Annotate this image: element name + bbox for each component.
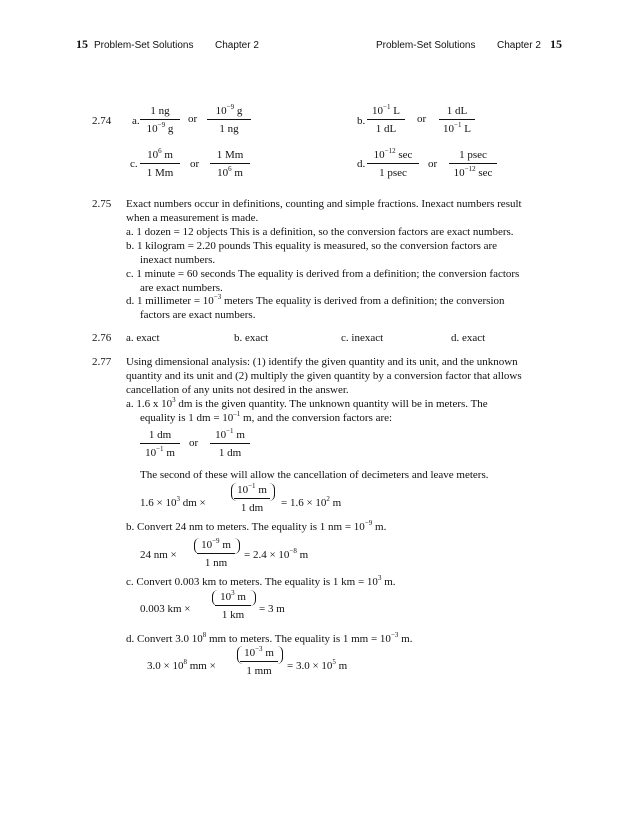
denominator: 1 dm bbox=[218, 447, 242, 459]
denominator: $10^{-1}$ m bbox=[145, 445, 175, 459]
fraction bbox=[210, 148, 250, 180]
calc-lhs: 0.003 km × bbox=[140, 603, 191, 615]
or-label: or bbox=[417, 113, 427, 125]
item-label: c. bbox=[130, 158, 138, 170]
item-d-line1: d. 1 millimeter = $10^{-3}$ meters The equality is derived from a definition; the conversion bbox=[126, 293, 505, 307]
item-label: d. bbox=[357, 158, 366, 170]
text-line: cancellation of any units not desired in the answer. bbox=[126, 384, 349, 396]
denominator: 1 psec bbox=[379, 167, 407, 179]
denominator: 1 dL bbox=[375, 123, 397, 135]
problem-number: 2.75 bbox=[92, 198, 112, 210]
calc-rhs: = 3 m bbox=[259, 603, 285, 615]
numerator: $10^{-1}$ m bbox=[234, 483, 270, 499]
left-page-number: 15 bbox=[76, 37, 88, 51]
item-a-line1: a. 1.6 x $10^3$ dm is the given quantity. The unknown quantity will be in meters. The bbox=[126, 396, 488, 410]
item-c-text: c. Convert 0.003 km to meters. The equality is 1 km = $10^3$ m. bbox=[126, 574, 396, 588]
numerator: $10^{-1}$ m bbox=[210, 428, 250, 444]
text-line: Exact numbers occur in definitions, counting and simple fractions. Inexact numbers result bbox=[126, 198, 522, 210]
numerator: 1 psec bbox=[449, 148, 497, 164]
calc-rhs: = $1.6 \times 10^2$ m bbox=[281, 495, 342, 509]
fraction bbox=[367, 148, 419, 180]
denominator: 1 mm bbox=[246, 665, 272, 677]
text-line: quantity and its unit and (2) multiply the given quantity by a conversion factor that allows bbox=[126, 370, 522, 382]
right-header-title: Problem-Set Solutions bbox=[376, 40, 476, 51]
fraction bbox=[210, 428, 250, 460]
answer-b: b. exact bbox=[234, 332, 269, 344]
answer-a: a. exact bbox=[126, 332, 160, 344]
left-header-title: Problem-Set Solutions bbox=[94, 40, 194, 51]
numerator: $10^{-1}$ L bbox=[367, 104, 405, 120]
item-label: a. bbox=[132, 115, 140, 127]
text-line: The second of these will allow the cancellation of decimeters and leave meters. bbox=[140, 469, 489, 481]
left-header-chapter: Chapter 2 bbox=[215, 40, 259, 51]
denominator: $10^{-9}$ g bbox=[146, 121, 174, 135]
problem-number: 2.74 bbox=[92, 115, 112, 127]
item-d-text: d. Convert 3.0 $10^8$ mm to meters. The equality is 1 mm = $10^{-3}$ m. bbox=[126, 631, 413, 645]
denominator: 1 ng bbox=[219, 123, 239, 135]
numerator: $10^6$ m bbox=[140, 148, 180, 164]
calc-rhs: = $3.0 \times 10^5$ m bbox=[287, 658, 348, 672]
numerator: 1 ng bbox=[140, 104, 180, 120]
fraction bbox=[140, 148, 180, 180]
numerator: $10^{-12}$ sec bbox=[367, 148, 419, 164]
item-a: a. 1 dozen = 12 objects This is a definition, so the conversion factors are exact numbers. bbox=[126, 226, 514, 238]
fraction bbox=[140, 104, 180, 136]
fraction bbox=[439, 104, 475, 136]
denominator: $10^6$ m bbox=[217, 165, 243, 179]
calc-rhs: = $2.4 \times 10^{-8}$ m bbox=[244, 547, 309, 561]
calc-lhs: $1.6 \times 10^3$ dm × bbox=[140, 495, 206, 509]
answer-c: c. inexact bbox=[341, 332, 384, 344]
or-label: or bbox=[428, 158, 438, 170]
numerator: $10^3$ m bbox=[215, 590, 251, 606]
denominator: 1 nm bbox=[204, 557, 228, 569]
or-label: or bbox=[188, 113, 198, 125]
or-label: or bbox=[190, 158, 200, 170]
item-b-text: b. Convert 24 nm to meters. The equality is 1 nm = $10^{-9}$ m. bbox=[126, 519, 387, 533]
right-header-chapter: Chapter 2 bbox=[497, 40, 541, 51]
item-c-line2: are exact numbers. bbox=[140, 282, 223, 294]
numerator: 1 Mm bbox=[210, 148, 250, 164]
item-b-line2: inexact numbers. bbox=[140, 254, 216, 266]
text-line: when a measurement is made. bbox=[126, 212, 259, 224]
item-label: b. bbox=[357, 115, 366, 127]
denominator: 1 km bbox=[221, 609, 245, 621]
numerator: 1 dm bbox=[140, 428, 180, 444]
denominator: $10^{-1}$ L bbox=[443, 121, 471, 135]
calc-lhs: 24 nm × bbox=[140, 549, 177, 561]
right-page-number: 15 bbox=[550, 37, 562, 51]
calc-lhs: $3.0 \times 10^8$ mm × bbox=[147, 658, 216, 672]
denominator: 1 Mm bbox=[146, 167, 174, 179]
fraction bbox=[449, 148, 497, 180]
denominator: 1 dm bbox=[240, 502, 264, 514]
fraction bbox=[207, 104, 251, 136]
item-d-line2: factors are exact numbers. bbox=[140, 309, 256, 321]
denominator: $10^{-12}$ sec bbox=[453, 165, 493, 179]
numerator: $10^{-3}$ m bbox=[240, 646, 278, 662]
fraction bbox=[197, 538, 235, 570]
numerator: $10^{-9}$ m bbox=[197, 538, 235, 554]
item-c-line1: c. 1 minute = 60 seconds The equality is derived from a definition; the conversion factors bbox=[126, 268, 520, 280]
fraction bbox=[367, 104, 405, 136]
item-b-line1: b. 1 kilogram = 2.20 pounds This equality is measured, so the conversion factors are bbox=[126, 240, 498, 252]
numerator: $10^{-9}$ g bbox=[207, 104, 251, 120]
answer-d: d. exact bbox=[451, 332, 486, 344]
item-a-line2: equality is 1 dm = $10^{-1}$ m, and the conversion factors are: bbox=[140, 410, 393, 424]
fraction bbox=[215, 590, 251, 622]
or-label: or bbox=[189, 437, 199, 449]
text-line: Using dimensional analysis: (1) identify the given quantity and its unit, and the unknown bbox=[126, 356, 518, 368]
fraction bbox=[240, 646, 278, 678]
fraction bbox=[140, 428, 180, 460]
numerator: 1 dL bbox=[439, 104, 475, 120]
problem-number: 2.77 bbox=[92, 356, 112, 368]
fraction bbox=[234, 483, 270, 515]
problem-number: 2.76 bbox=[92, 332, 112, 344]
